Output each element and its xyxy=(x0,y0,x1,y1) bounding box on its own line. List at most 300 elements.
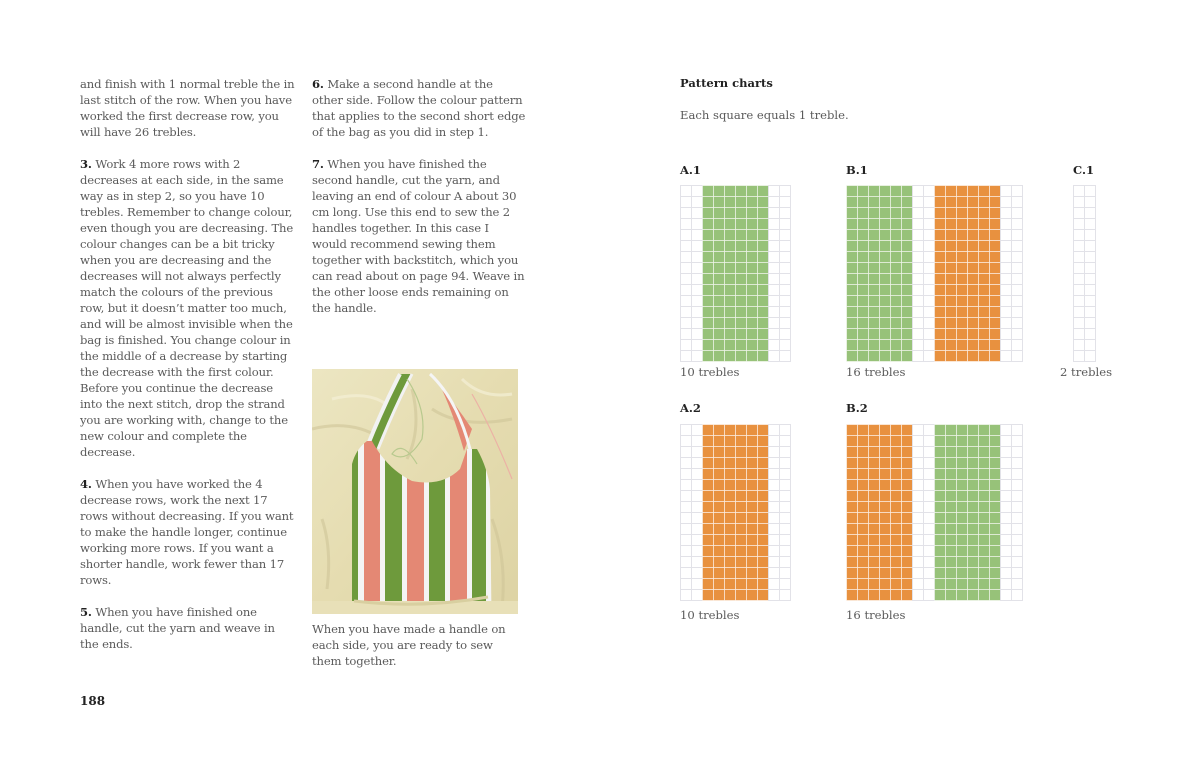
grid-cell-white xyxy=(1074,340,1085,351)
grid-cell-white xyxy=(1001,524,1012,535)
grid-cell-green xyxy=(747,296,758,307)
grid-cell-orange xyxy=(703,436,714,447)
grid-cell-green xyxy=(880,285,891,296)
grid-cell-orange xyxy=(935,274,946,285)
grid-cell-white xyxy=(780,502,791,513)
grid-cell-green xyxy=(979,579,990,590)
grid-cell-white xyxy=(780,329,791,340)
grid-cell-orange xyxy=(957,351,968,362)
grid-cell-orange xyxy=(957,219,968,230)
grid-cell-orange xyxy=(968,263,979,274)
grid-cell-orange xyxy=(725,491,736,502)
grid-cell-white xyxy=(780,480,791,491)
grid-cell-green xyxy=(703,340,714,351)
grid-cell-orange xyxy=(957,329,968,340)
grid-cell-orange xyxy=(725,425,736,436)
grid-cell-orange xyxy=(725,502,736,513)
grid-cell-orange xyxy=(957,208,968,219)
grid-cell-orange xyxy=(869,502,880,513)
grid-cell-white xyxy=(1001,557,1012,568)
grid-cell-green xyxy=(968,447,979,458)
grid-cell-orange xyxy=(725,590,736,601)
grid-cell-white xyxy=(924,208,935,219)
grid-cell-white xyxy=(913,546,924,557)
grid-cell-white xyxy=(780,524,791,535)
grid-cell-orange xyxy=(957,274,968,285)
grid-cell-white xyxy=(913,252,924,263)
grid-cell-white xyxy=(924,480,935,491)
grid-cell-green xyxy=(990,425,1001,436)
grid-cell-white xyxy=(924,513,935,524)
grid-cell-green xyxy=(880,307,891,318)
grid-cell-orange xyxy=(946,230,957,241)
grid-cell-green xyxy=(946,480,957,491)
step-7 xyxy=(312,156,527,316)
grid-cell-white xyxy=(1074,241,1085,252)
chart-caption-b1: 16 trebles xyxy=(846,365,906,379)
grid-cell-orange xyxy=(858,436,869,447)
grid-cell-green xyxy=(847,219,858,230)
grid-cell-green xyxy=(946,590,957,601)
grid-cell-green xyxy=(714,219,725,230)
grid-cell-green xyxy=(946,436,957,447)
grid-cell-white xyxy=(1012,469,1023,480)
grid-cell-green xyxy=(714,263,725,274)
grid-cell-orange xyxy=(858,502,869,513)
grid-cell-orange xyxy=(946,241,957,252)
grid-cell-orange xyxy=(902,480,913,491)
grid-cell-white xyxy=(913,436,924,447)
grid-cell-green xyxy=(902,230,913,241)
grid-cell-white xyxy=(924,307,935,318)
grid-cell-white xyxy=(1001,546,1012,557)
grid-cell-green xyxy=(902,285,913,296)
grid-cell-white xyxy=(681,329,692,340)
grid-cell-white xyxy=(692,546,703,557)
grid-cell-green xyxy=(880,263,891,274)
grid-cell-white xyxy=(924,590,935,601)
grid-cell-green xyxy=(714,340,725,351)
grid-cell-green xyxy=(714,230,725,241)
grid-cell-orange xyxy=(714,557,725,568)
grid-cell-white xyxy=(1001,502,1012,513)
grid-cell-white xyxy=(681,557,692,568)
grid-cell-white xyxy=(681,219,692,230)
grid-cell-white xyxy=(780,263,791,274)
grid-cell-green xyxy=(968,436,979,447)
grid-cell-white xyxy=(780,241,791,252)
grid-cell-white xyxy=(681,590,692,601)
grid-cell-green xyxy=(902,307,913,318)
grid-cell-orange xyxy=(946,197,957,208)
grid-cell-green xyxy=(869,296,880,307)
grid-cell-white xyxy=(1001,590,1012,601)
grid-cell-orange xyxy=(946,285,957,296)
grid-cell-green xyxy=(736,263,747,274)
grid-cell-orange xyxy=(902,513,913,524)
grid-cell-white xyxy=(1012,329,1023,340)
grid-cell-orange xyxy=(990,318,1001,329)
grid-cell-orange xyxy=(758,480,769,491)
grid-cell-white xyxy=(1012,197,1023,208)
grid-cell-green xyxy=(957,524,968,535)
grid-cell-white xyxy=(1001,458,1012,469)
grid-cell-white xyxy=(1001,469,1012,480)
grid-cell-white xyxy=(780,208,791,219)
grid-cell-orange xyxy=(946,307,957,318)
grid-cell-orange xyxy=(990,263,1001,274)
chart-label-c1: C.1 xyxy=(1073,163,1094,177)
grid-cell-orange xyxy=(747,447,758,458)
grid-cell-white xyxy=(1012,458,1023,469)
grid-cell-orange xyxy=(935,186,946,197)
grid-cell-white xyxy=(1074,329,1085,340)
grid-cell-white xyxy=(1074,296,1085,307)
grid-cell-green xyxy=(979,568,990,579)
grid-cell-white xyxy=(913,285,924,296)
grid-cell-white xyxy=(681,469,692,480)
photo-caption: When you have made a handle on each side, you are ready to sew them together. xyxy=(312,622,506,668)
grid-cell-white xyxy=(769,219,780,230)
grid-cell-orange xyxy=(979,186,990,197)
grid-cell-orange xyxy=(902,425,913,436)
grid-cell-orange xyxy=(979,285,990,296)
step-4 xyxy=(80,476,295,588)
grid-cell-white xyxy=(780,197,791,208)
grid-cell-green xyxy=(847,274,858,285)
grid-cell-green xyxy=(747,351,758,362)
grid-cell-orange xyxy=(758,458,769,469)
grid-cell-green xyxy=(935,513,946,524)
grid-cell-orange xyxy=(880,513,891,524)
grid-cell-white xyxy=(1001,491,1012,502)
grid-cell-green xyxy=(703,351,714,362)
grid-cell-white xyxy=(1074,197,1085,208)
grid-cell-white xyxy=(913,318,924,329)
grid-cell-white xyxy=(1085,318,1096,329)
grid-cell-orange xyxy=(714,568,725,579)
grid-cell-orange xyxy=(714,469,725,480)
grid-cell-orange xyxy=(891,546,902,557)
grid-cell-orange xyxy=(736,568,747,579)
grid-cell-orange xyxy=(902,458,913,469)
grid-cell-white xyxy=(913,197,924,208)
grid-cell-green xyxy=(758,252,769,263)
grid-cell-green xyxy=(902,329,913,340)
grid-cell-green xyxy=(935,436,946,447)
grid-cell-white xyxy=(681,252,692,263)
grid-cell-white xyxy=(1001,296,1012,307)
grid-cell-orange xyxy=(880,546,891,557)
crochet-bag-photo xyxy=(312,369,518,614)
grid-cell-orange xyxy=(758,436,769,447)
step-5 xyxy=(80,604,295,652)
grid-cell-white xyxy=(1012,579,1023,590)
grid-cell-green xyxy=(847,230,858,241)
grid-cell-green xyxy=(714,329,725,340)
chart-label-b1: B.1 xyxy=(846,163,868,177)
grid-cell-white xyxy=(769,351,780,362)
grid-cell-white xyxy=(913,351,924,362)
grid-cell-white xyxy=(769,557,780,568)
grid-cell-white xyxy=(1012,285,1023,296)
grid-cell-white xyxy=(692,458,703,469)
grid-cell-white xyxy=(1012,318,1023,329)
grid-cell-green xyxy=(891,340,902,351)
grid-cell-green xyxy=(935,491,946,502)
grid-cell-green xyxy=(758,263,769,274)
grid-cell-green xyxy=(946,546,957,557)
grid-cell-white xyxy=(924,469,935,480)
grid-cell-green xyxy=(847,318,858,329)
grid-cell-green xyxy=(736,230,747,241)
grid-cell-white xyxy=(924,568,935,579)
grid-cell-green xyxy=(957,425,968,436)
grid-cell-white xyxy=(780,274,791,285)
grid-cell-orange xyxy=(979,241,990,252)
grid-cell-white xyxy=(681,351,692,362)
grid-cell-white xyxy=(780,447,791,458)
grid-cell-orange xyxy=(725,524,736,535)
grid-cell-green xyxy=(990,513,1001,524)
grid-cell-orange xyxy=(758,590,769,601)
grid-cell-orange xyxy=(725,458,736,469)
grid-cell-orange xyxy=(869,469,880,480)
grid-cell-orange xyxy=(979,197,990,208)
grid-cell-green xyxy=(979,502,990,513)
grid-cell-orange xyxy=(946,296,957,307)
grid-cell-green xyxy=(736,285,747,296)
grid-cell-orange xyxy=(714,491,725,502)
grid-cell-green xyxy=(714,208,725,219)
grid-cell-orange xyxy=(902,590,913,601)
grid-cell-white xyxy=(769,230,780,241)
grid-cell-white xyxy=(1001,252,1012,263)
grid-cell-orange xyxy=(869,557,880,568)
grid-cell-green xyxy=(968,546,979,557)
grid-cell-orange xyxy=(957,252,968,263)
grid-cell-orange xyxy=(990,351,1001,362)
grid-cell-green xyxy=(858,208,869,219)
grid-cell-white xyxy=(1085,241,1096,252)
grid-cell-orange xyxy=(891,436,902,447)
grid-cell-green xyxy=(935,502,946,513)
grid-cell-white xyxy=(1012,447,1023,458)
grid-cell-white xyxy=(1012,208,1023,219)
grid-cell-green xyxy=(880,351,891,362)
grid-cell-white xyxy=(1085,219,1096,230)
grid-cell-orange xyxy=(747,590,758,601)
grid-cell-white xyxy=(681,447,692,458)
grid-cell-orange xyxy=(990,197,1001,208)
grid-cell-orange xyxy=(736,469,747,480)
text-column-1 xyxy=(80,76,295,668)
grid-cell-orange xyxy=(891,447,902,458)
grid-cell-orange xyxy=(736,513,747,524)
grid-cell-white xyxy=(1012,252,1023,263)
grid-cell-orange xyxy=(869,491,880,502)
grid-cell-orange xyxy=(946,351,957,362)
grid-cell-white xyxy=(780,219,791,230)
grid-cell-orange xyxy=(902,579,913,590)
grid-cell-white xyxy=(1085,296,1096,307)
grid-cell-green xyxy=(880,241,891,252)
grid-cell-green xyxy=(935,447,946,458)
grid-cell-white xyxy=(913,502,924,513)
grid-cell-white xyxy=(1001,480,1012,491)
grid-cell-white xyxy=(1012,186,1023,197)
grid-cell-white xyxy=(681,186,692,197)
grid-cell-orange xyxy=(725,447,736,458)
chart-caption-b2: 16 trebles xyxy=(846,608,906,622)
grid-cell-orange xyxy=(990,208,1001,219)
grid-cell-green xyxy=(990,524,1001,535)
step-number: 3. xyxy=(80,157,92,171)
grid-cell-orange xyxy=(902,436,913,447)
grid-cell-green xyxy=(725,307,736,318)
grid-cell-orange xyxy=(714,458,725,469)
step-3 xyxy=(80,156,295,460)
grid-cell-orange xyxy=(725,557,736,568)
grid-cell-white xyxy=(1001,579,1012,590)
grid-cell-green xyxy=(725,274,736,285)
grid-cell-white xyxy=(681,513,692,524)
grid-cell-white xyxy=(913,469,924,480)
grid-cell-orange xyxy=(703,447,714,458)
grid-cell-orange xyxy=(714,524,725,535)
grid-cell-white xyxy=(769,197,780,208)
paragraph-intro xyxy=(80,76,295,140)
grid-cell-orange xyxy=(935,351,946,362)
grid-cell-green xyxy=(869,285,880,296)
grid-cell-orange xyxy=(990,241,1001,252)
grid-cell-orange xyxy=(902,491,913,502)
grid-cell-orange xyxy=(880,425,891,436)
grid-cell-green xyxy=(747,329,758,340)
grid-cell-green xyxy=(869,307,880,318)
step-text: When you have finished the second handle, cut the yarn, and leaving an end of colour A about 30 cm long. Use this end to sew the 2 handles together. In this case I would recommend sewing them together with backstitch, which you can read about on page 94. Weave in the other loose ends remaining on the handle. xyxy=(312,157,525,315)
grid-cell-green xyxy=(935,546,946,557)
grid-cell-white xyxy=(913,329,924,340)
grid-cell-orange xyxy=(847,546,858,557)
grid-cell-white xyxy=(692,285,703,296)
grid-cell-white xyxy=(924,425,935,436)
grid-cell-green xyxy=(891,318,902,329)
grid-cell-white xyxy=(681,491,692,502)
grid-cell-white xyxy=(681,579,692,590)
grid-cell-white xyxy=(1012,296,1023,307)
grid-cell-white xyxy=(1001,425,1012,436)
grid-cell-white xyxy=(769,296,780,307)
grid-cell-orange xyxy=(957,263,968,274)
grid-cell-orange xyxy=(703,502,714,513)
grid-cell-white xyxy=(913,458,924,469)
grid-cell-orange xyxy=(758,469,769,480)
grid-cell-green xyxy=(990,436,1001,447)
grid-cell-green xyxy=(968,502,979,513)
grid-cell-white xyxy=(913,263,924,274)
grid-cell-green xyxy=(703,252,714,263)
grid-cell-orange xyxy=(979,230,990,241)
grid-cell-green xyxy=(891,252,902,263)
grid-cell-white xyxy=(1085,340,1096,351)
grid-cell-green xyxy=(847,252,858,263)
grid-cell-green xyxy=(758,197,769,208)
grid-cell-orange xyxy=(858,535,869,546)
grid-cell-orange xyxy=(847,425,858,436)
grid-cell-white xyxy=(692,186,703,197)
grid-cell-orange xyxy=(990,340,1001,351)
grid-cell-green xyxy=(703,296,714,307)
grid-cell-green xyxy=(968,480,979,491)
grid-cell-white xyxy=(769,241,780,252)
grid-cell-green xyxy=(703,241,714,252)
grid-cell-green xyxy=(968,590,979,601)
grid-cell-orange xyxy=(847,535,858,546)
grid-cell-white xyxy=(1074,351,1085,362)
bag-illustration xyxy=(312,369,518,614)
grid-cell-white xyxy=(1012,425,1023,436)
grid-cell-green xyxy=(968,535,979,546)
grid-cell-white xyxy=(769,425,780,436)
grid-cell-white xyxy=(780,186,791,197)
grid-cell-green xyxy=(880,230,891,241)
grid-cell-green xyxy=(957,458,968,469)
grid-cell-green xyxy=(858,197,869,208)
grid-cell-green xyxy=(902,197,913,208)
grid-cell-orange xyxy=(946,263,957,274)
grid-cell-green xyxy=(968,524,979,535)
grid-cell-orange xyxy=(714,590,725,601)
grid-cell-green xyxy=(847,296,858,307)
grid-cell-green xyxy=(703,208,714,219)
grid-cell-green xyxy=(869,329,880,340)
grid-cell-orange xyxy=(990,219,1001,230)
grid-cell-orange xyxy=(758,502,769,513)
grid-cell-white xyxy=(780,307,791,318)
grid-cell-orange xyxy=(957,197,968,208)
grid-cell-orange xyxy=(946,219,957,230)
grid-cell-white xyxy=(692,502,703,513)
chart-caption-a2: 10 trebles xyxy=(680,608,740,622)
grid-cell-green xyxy=(858,230,869,241)
grid-cell-green xyxy=(979,557,990,568)
grid-cell-green xyxy=(736,340,747,351)
grid-cell-white xyxy=(769,513,780,524)
grid-cell-green xyxy=(747,208,758,219)
grid-cell-green xyxy=(880,186,891,197)
grid-cell-orange xyxy=(968,208,979,219)
grid-cell-orange xyxy=(957,340,968,351)
grid-cell-orange xyxy=(968,307,979,318)
grid-cell-orange xyxy=(736,436,747,447)
grid-cell-orange xyxy=(979,263,990,274)
grid-cell-green xyxy=(758,274,769,285)
grid-cell-orange xyxy=(979,318,990,329)
grid-cell-green xyxy=(891,219,902,230)
grid-cell-orange xyxy=(880,524,891,535)
grid-cell-green xyxy=(891,329,902,340)
grid-cell-green xyxy=(758,208,769,219)
grid-cell-orange xyxy=(968,296,979,307)
grid-cell-orange xyxy=(858,524,869,535)
grid-cell-white xyxy=(1085,307,1096,318)
grid-cell-orange xyxy=(946,329,957,340)
grid-cell-green xyxy=(725,329,736,340)
grid-cell-white xyxy=(769,535,780,546)
grid-cell-white xyxy=(780,351,791,362)
grid-cell-white xyxy=(924,447,935,458)
